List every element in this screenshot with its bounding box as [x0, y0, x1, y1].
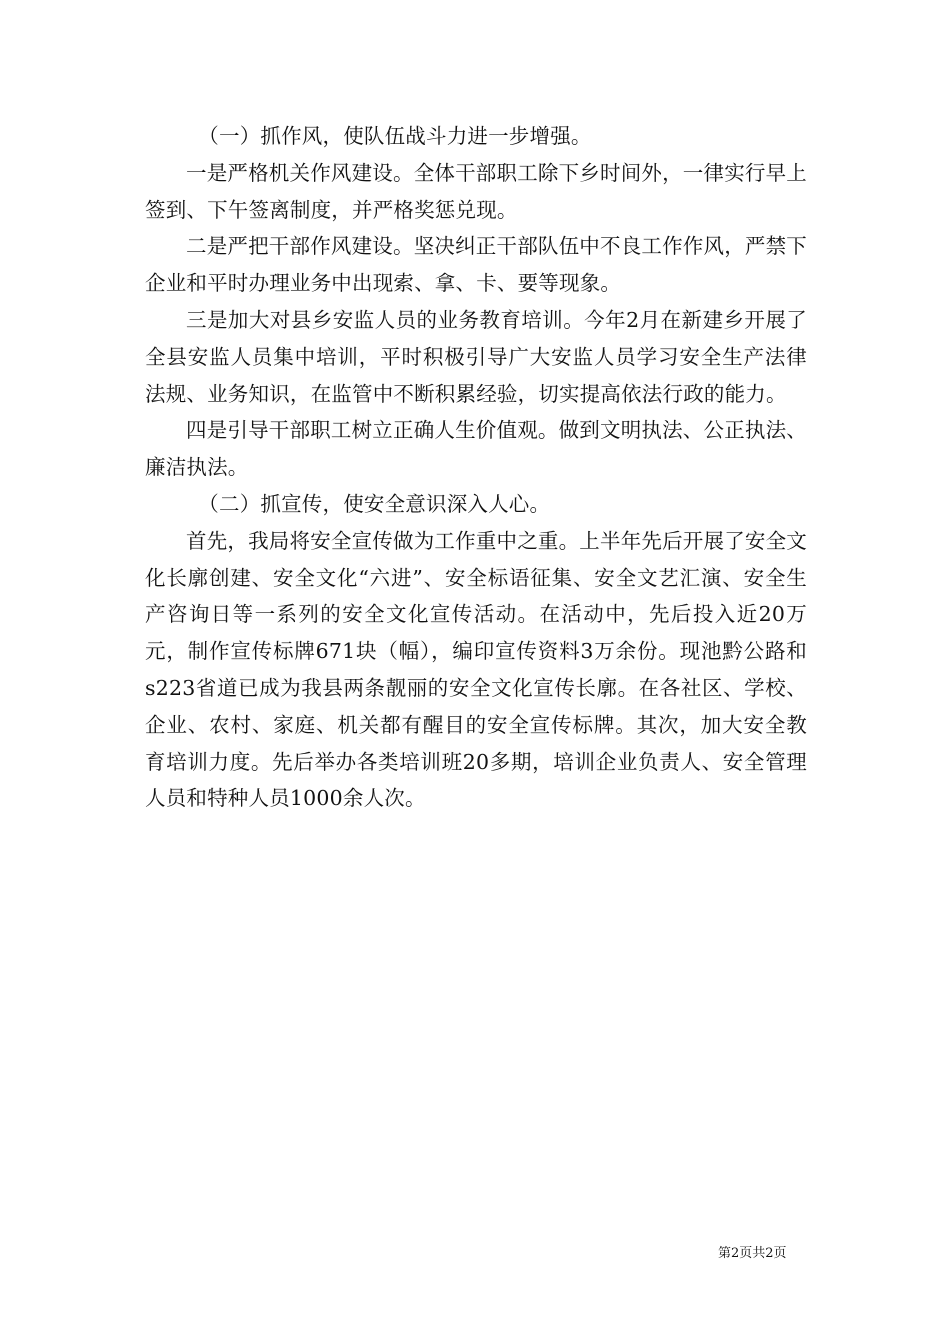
document-body	[145, 118, 807, 817]
paragraph-4: 四是引导干部职工树立正确人生价值观。做到文明执法、公正执法、廉洁执法。	[145, 418, 807, 480]
section-heading-1: （一）抓作风，使队伍战斗力进一步增强。	[198, 124, 592, 148]
section-heading-2: （二）抓宣传，使安全意识深入人心。	[198, 491, 551, 516]
paragraph-1: 一是严格机关作风建设。全体干部职工除下乡时间外，一律实行早上签到、下午签离制度，并严格奖惩兑现。	[145, 160, 807, 222]
page-number-footer: 第2页共2页	[718, 1246, 787, 1261]
paragraph-3: 三是加大对县乡安监人员的业务教育培训。今年2月在新建乡开展了全县安监人员集中培训，平时积极引导广大安监人员学习安全生产法律法规、业务知识，在监管中不断积累经验，切实提高依法行政的能力。	[145, 307, 807, 406]
paragraph-5: 首先，我局将安全宣传做为工作重中之重。上半年先后开展了安全文化长廓创建、安全文化“六进”、安全标语征集、安全文艺汇演、安全生产咨询日等一系列的安全文化宣传活动。在活动中，先后投入近20万元，制作宣传标牌671块（幅），编印宣传资料3万余份。现池黔公路和s223省道已成为我县两条靓丽的安全文化宣传长廓。在各社区、学校、企业、农村、家庭、机关都有醒目的安全宣传标牌。其次，加大安全教育培训力度。先后举办各类培训班20多期，培训企业负责人、安全管理人员和特种人员1000余人次。	[145, 528, 807, 811]
paragraph-2: 二是严把干部作风建设。坚决纠正干部队伍中不良工作作风，严禁下企业和平时办理业务中出现索、拿、卡、要等现象。	[145, 234, 807, 296]
